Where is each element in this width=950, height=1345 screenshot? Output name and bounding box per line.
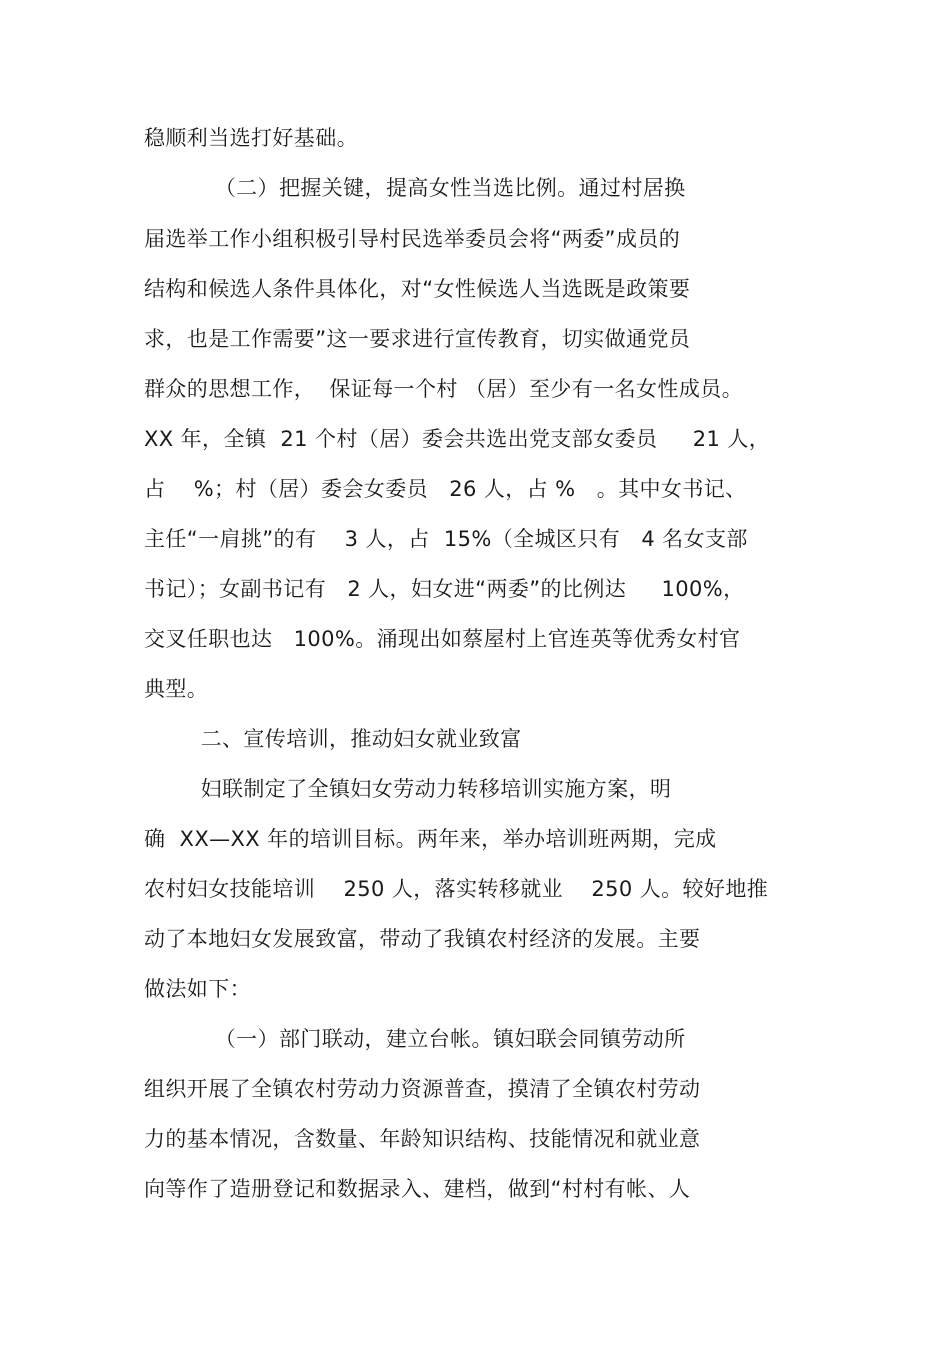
text-line-10: 书记）；女副书记有 2 人，妇女进“两委”的比例达 100%，	[144, 577, 745, 601]
text-line-14: 妇联制定了全镇妇女劳动力转移培训实施方案，明	[144, 777, 672, 801]
text-line-8: 占 %；村（居）委会女委员 26 人，占 % 。其中女书记、	[144, 477, 747, 501]
text-line-2: （二）把握关键，提高女性当选比例。通过村居换	[144, 176, 686, 200]
text-line-9: 主任“一肩挑”的有 3 人，占 15%（全城区只有 4 名女支部	[144, 527, 748, 551]
text-line-3: 届选举工作小组积极引导村民选举委员会将“两委”成员的	[144, 227, 681, 251]
section-heading: 二、宣传培训，推动妇女就业致富	[144, 727, 522, 751]
text-line-12: 典型。	[144, 677, 209, 701]
text-line-22: 向等作了造册登记和数据录入、建档，做到“村村有帐、人	[144, 1177, 691, 1201]
text-line-15: 确 XX—XX 年的培训目标。两年来，举办培训班两期，完成	[144, 827, 717, 851]
text-line-6: 群众的思想工作， 保证每一个村 （居）至少有一名女性成员。	[144, 377, 744, 401]
text-line-18: 做法如下：	[144, 977, 251, 1001]
text-line-4: 结构和候选人条件具体化，对“女性候选人当选既是政策要	[144, 277, 691, 301]
text-line-16: 农村妇女技能培训 250 人，落实转移就业 250 人。较好地推	[144, 877, 769, 901]
text-line-17: 动了本地妇女发展致富，带动了我镇农村经济的发展。主要	[144, 927, 701, 951]
text-line-7: XX 年，全镇 21 个村（居）委会共选出党支部女委员 21 人，	[144, 427, 771, 451]
text-line-21: 力的基本情况，含数量、年龄知识结构、技能情况和就业意	[144, 1127, 701, 1151]
text-line-19: （一）部门联动，建立台帐。镇妇联会同镇劳动所	[144, 1027, 686, 1051]
text-line-20: 组织开展了全镇农村劳动力资源普查，摸清了全镇农村劳动	[144, 1077, 701, 1101]
text-line-5: 求，也是工作需要”这一要求进行宣传教育，切实做通党员	[144, 327, 691, 351]
text-line-11: 交叉任职也达 100%。涌现出如蔡屋村上官连英等优秀女村官	[144, 627, 741, 651]
text-line-1: 稳顺利当选打好基础。	[144, 126, 358, 150]
